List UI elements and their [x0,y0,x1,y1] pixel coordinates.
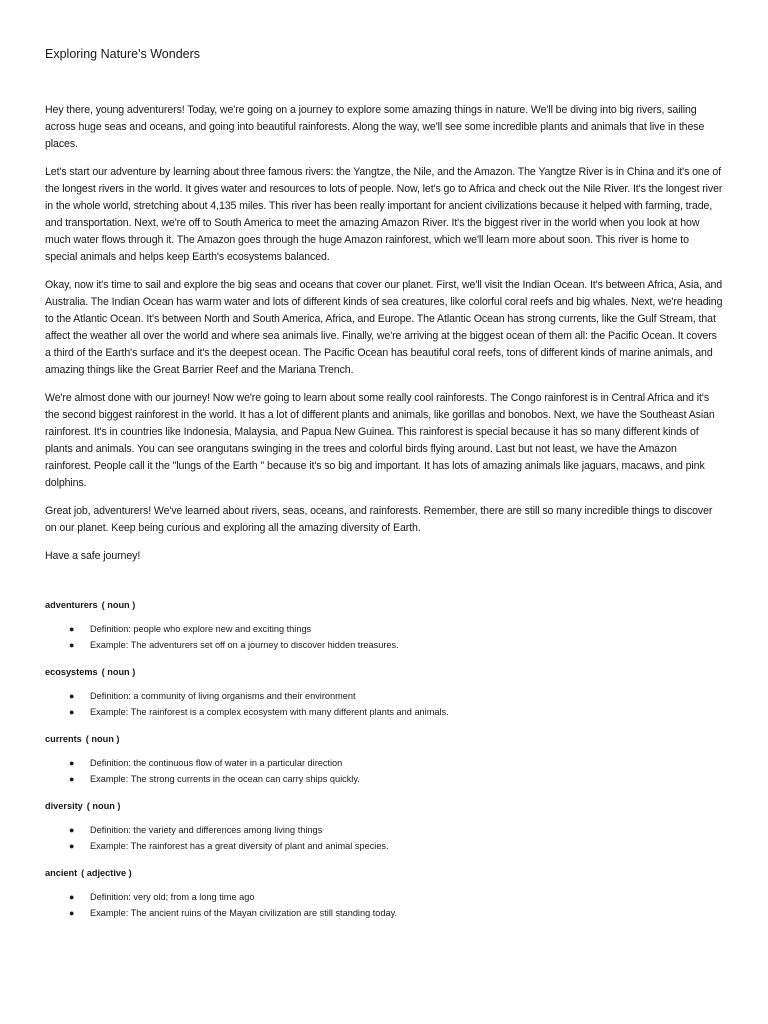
vocab-definition [45,622,723,638]
vocab-details [45,823,723,854]
vocab-part-of-speech: ( noun ) [101,600,136,610]
document-title: Exploring Nature's Wonders [45,47,201,61]
vocab-heading [45,732,723,746]
bullet-icon: ● [69,624,75,634]
vocab-heading [45,665,723,679]
vocab-part-of-speech: ( noun ) [86,801,121,811]
vocab-word: currents [45,734,82,744]
vocab-example [45,906,723,922]
vocab-part-of-speech: ( noun ) [85,734,120,744]
bullet-icon: ● [69,892,75,902]
vocab-details [45,622,723,653]
vocab-definition [45,689,723,705]
vocab-heading [45,866,723,880]
bullet-icon: ● [69,773,75,784]
vocab-word: diversity [45,801,83,811]
example-text: Example: The ancient ruins of the Mayan civilization are still standing today. [90,907,398,918]
vocab-heading [45,799,723,813]
example-text: Example: The adventurers set off on a journey to discover hidden treasures. [90,639,399,650]
bullet-icon: ● [69,639,75,650]
vocab-entry [45,598,723,653]
vocab-word: ancient [45,868,78,878]
vocab-example [45,638,723,654]
vocabulary-section [45,598,723,921]
vocab-details [45,890,723,921]
vocab-part-of-speech: ( noun ) [101,667,136,677]
bullet-icon: ● [69,758,75,768]
vocab-example [45,839,723,855]
vocab-part-of-speech: ( adjective ) [81,868,132,878]
bullet-icon: ● [69,825,75,835]
vocab-entry [45,799,723,854]
vocab-heading [45,598,723,612]
rainforests-paragraph: We're almost done with our journey! Now we're going to learn about some really cool rainforests. The Congo rainforest is in Central Africa and it's the second biggest rainforest in the world. It has a lot of different plants and animals, like gorillas and bonobos. Next, we have the Southeast Asian rainforest. It's in countries like Indonesia, Malaysia, and Papua New Guinea. This rainforest is special because it has so many different kinds of plants and animals. You can see orangutans swinging in the trees and colorful birds flying around. Last but not least, we have the Amazon rainforest. People call it the "lungs of the Earth '' because it's so big and important. It has lots of amazing animals like jaguars, macaws, and pink dolphins. [45,392,715,489]
vocab-entry [45,732,723,787]
example-text: Example: The strong currents in the ocean can carry ships quickly. [90,773,360,784]
rivers-paragraph: Let's start our adventure by learning about three famous rivers: the Yangtze, the Nile, and the Amazon. The Yangtze River is in China and it's one of the longest rivers in the world. It gives water and resources to lots of people. Now, let's go to Africa and check out the Nile River. It's the longest river in the whole world, stretching about 4,135 miles. This river has been really important for ancient civilizations because it helped with farming, trade, and transportation. Next, we're off to South America to meet the amazing Amazon River. It's the biggest river in the world when you look at how much water flows through it. The Amazon goes through the huge Amazon rainforest, which we'll learn more about soon. This river is home to special animals and helps keep Earth's ecosystems balanced. [45,166,723,263]
bullet-icon: ● [69,907,75,918]
vocab-details [45,689,723,720]
bullet-icon: ● [69,691,75,701]
definition-text: Definition: a community of living organisms and their environment [90,691,356,701]
vocab-entry [45,866,723,921]
intro-paragraph: Hey there, young adventurers! Today, we're going on a journey to explore some amazing things in nature. We'll be diving into big rivers, sailing across huge seas and oceans, and going into beautiful rainforests. Along the way, we'll see some incredible plants and animals that live in these places. [45,104,705,150]
oceans-paragraph: Okay, now it's time to sail and explore the big seas and oceans that cover our planet. First, we'll visit the Indian Ocean. It's between Africa, Asia, and Australia. The Indian Ocean has warm water and lots of different kinds of sea creatures, like colorful coral reefs and big whales. Next, we're heading to the Atlantic Ocean. It's between North and South America, Africa, and Europe. The Atlantic Ocean has strong currents, like the Gulf Stream, that affect the weather all over the world and where sea animals live. Finally, we're arriving at the biggest ocean of them all: the Pacific Ocean. It covers a third of the Earth's surface and it's the deepest ocean. The Pacific Ocean has beautiful coral reefs, tons of different kinds of marine animals, and amazing things like the Great Barrier Reef and the Mariana Trench. [45,279,723,376]
vocab-definition [45,890,723,906]
definition-text: Definition: very old; from a long time ago [90,892,255,902]
vocab-definition [45,756,723,772]
definition-text: Definition: the variety and differences among living things [90,825,323,835]
conclusion-paragraph: Great job, adventurers! We've learned about rivers, seas, oceans, and rainforests. Remember, there are still so many incredible things to discover on our planet. Keep being curious and exploring all the amazing diversity of Earth. [45,505,713,534]
example-text: Example: The rainforest is a complex ecosystem with many different plants and animals. [90,706,449,717]
vocab-example [45,705,723,721]
definition-text: Definition: the continuous flow of water in a particular direction [90,758,343,768]
bullet-icon: ● [69,840,75,851]
vocab-word: adventurers [45,600,98,610]
vocab-word: ecosystems [45,667,98,677]
vocab-details [45,756,723,787]
vocab-example [45,772,723,788]
example-text: Example: The rainforest has a great diversity of plant and animal species. [90,840,389,851]
bullet-icon: ● [69,706,75,717]
vocab-entry [45,665,723,720]
definition-text: Definition: people who explore new and exciting things [90,624,312,634]
vocab-definition [45,823,723,839]
closing-line: Have a safe journey! [45,550,141,562]
